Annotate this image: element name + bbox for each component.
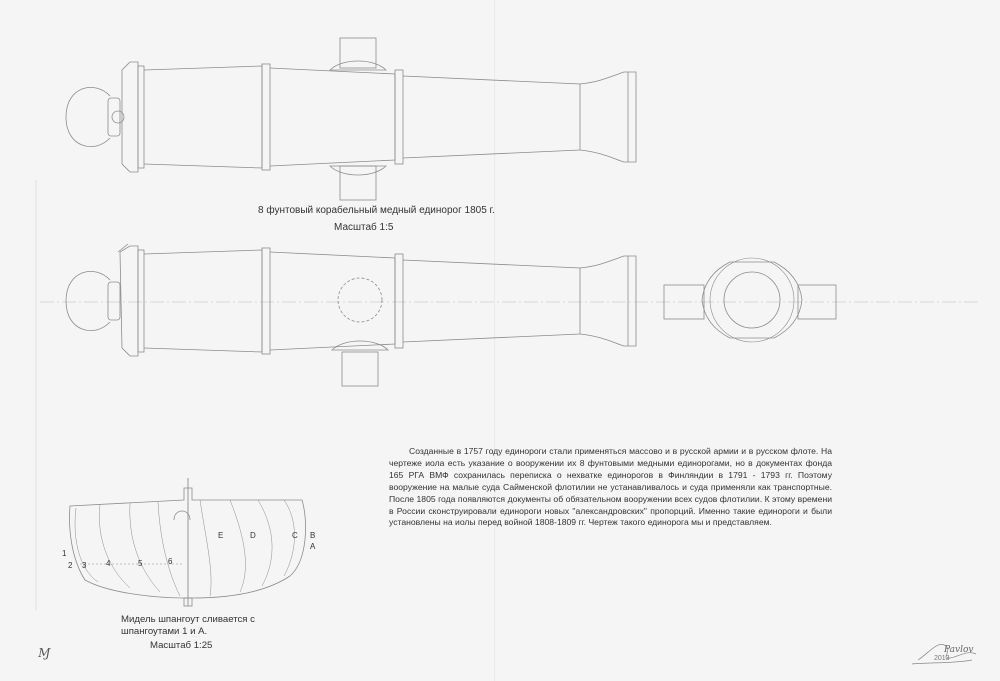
- cannon-end-view: [664, 258, 836, 342]
- breech-band-side: [138, 250, 144, 352]
- trunnion-base-lower: [330, 166, 386, 175]
- trunnion-base-upper: [330, 61, 386, 70]
- reinforce-band-1-top: [262, 64, 270, 170]
- cascabel-side: [66, 271, 110, 330]
- label-c: C: [292, 531, 298, 540]
- cascabel-neck-side: [108, 282, 120, 320]
- label-4: 4: [106, 559, 111, 568]
- cascabel-neck-top: [108, 98, 120, 136]
- cannon-title: 8 фунтовый корабельный медный единорог 1805 г.: [258, 205, 495, 216]
- label-6: 6: [168, 557, 173, 566]
- reinforce-band-1-side: [262, 248, 270, 354]
- midship-frame: [70, 478, 306, 606]
- cannon-side-view: [40, 244, 980, 386]
- chase-side: [403, 260, 580, 342]
- trunnion-side: [342, 352, 378, 386]
- label-5: 5: [138, 559, 143, 568]
- page-mark: Ɱ: [38, 646, 51, 660]
- trunnion-upper: [340, 38, 376, 68]
- breech-ring-side: [120, 246, 138, 356]
- label-3: 3: [82, 561, 87, 570]
- label-2: 2: [68, 561, 73, 570]
- label-1: 1: [62, 549, 67, 558]
- breech-ring-top: [122, 62, 138, 172]
- label-d: D: [250, 531, 256, 540]
- chase-top: [403, 76, 580, 158]
- cannon-scale: Масштаб 1:5: [334, 222, 394, 233]
- muzzle-ring: [710, 258, 794, 342]
- reinforce-band-2-side: [395, 254, 403, 348]
- label-e: E: [218, 531, 224, 540]
- frame-title: Мидель шпангоут сливается с шпангоутами 1 и А.: [121, 614, 255, 637]
- bore-opening: [724, 272, 780, 328]
- description-paragraph: Созданные в 1757 году единороги стали применяться массово и в русской армии и в русском флоте. На чертеже иола есть указание о вооружении их 8 фунтовыми медными единорогами, но в документах фонда 165 РГА ВМФ сохранилась переписка о нехватке единорогов в Финляндии в 1791 - 1793 гг. Поэтому вооружение на малые суда Сайменской флотилии не устанавливалось и суда применяли как транспортные. После 1805 года появляются документы об обязательном вооружении всех судов флотилии. К этому времени в России сконструировали единороги новых "александровских" пропорций. Именно такие единороги и были установлены на иолы перед войной 1808-1809 гг. Чертеж такого единорога мы и представляем.: [389, 446, 832, 528]
- rear-body-top: [144, 66, 262, 168]
- label-a: A: [310, 542, 316, 551]
- trunnion-hidden: [338, 278, 382, 322]
- end-body: [702, 262, 802, 338]
- signature-year: 2013: [934, 655, 950, 662]
- signature-name: Pavlov: [944, 645, 974, 655]
- reinforce-band-2-top: [395, 70, 403, 164]
- rear-body-side: [144, 250, 262, 352]
- mid-body-top: [270, 68, 395, 166]
- mid-body-side: [270, 252, 395, 350]
- breech-band-top: [138, 66, 144, 168]
- trunnion-lower: [340, 166, 376, 200]
- cannon-top-view: [66, 38, 636, 200]
- cascabel-top: [66, 87, 110, 146]
- frame-scale: Масштаб 1:25: [150, 640, 213, 651]
- label-b: B: [310, 531, 316, 540]
